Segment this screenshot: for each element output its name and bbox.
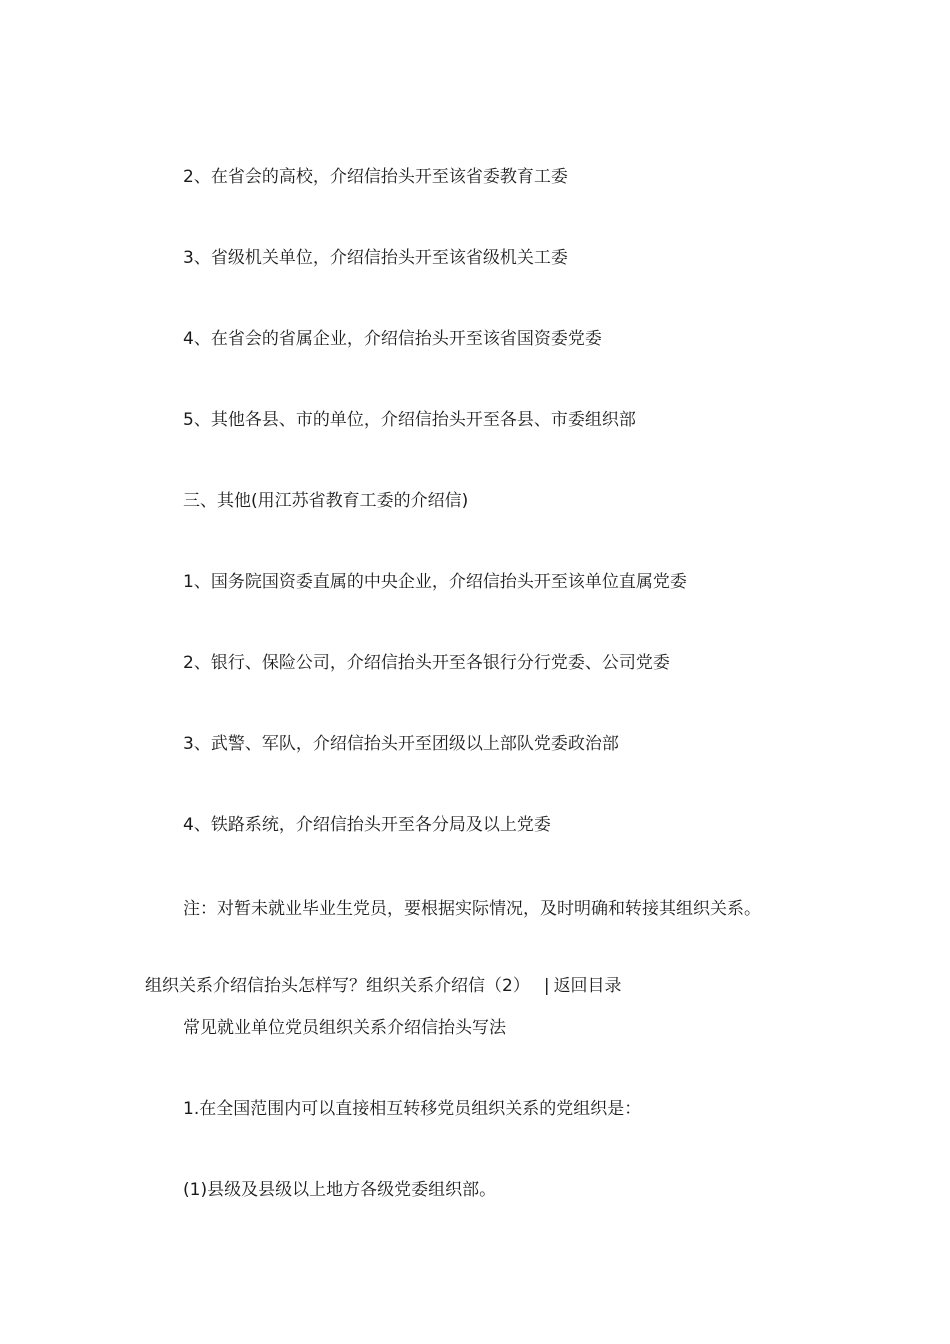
paragraph: 1.在全国范围内可以直接相互转移党员组织关系的党组织是： — [183, 1099, 642, 1119]
paragraph: 3、省级机关单位，介绍信抬头开至该省级机关工委 — [183, 248, 568, 268]
paragraph: 常见就业单位党员组织关系介绍信抬头写法 — [183, 1018, 506, 1038]
paragraph: 3、武警、军队，介绍信抬头开至团级以上部队党委政治部 — [183, 734, 619, 754]
paragraph: 5、其他各县、市的单位，介绍信抬头开至各县、市委组织部 — [183, 410, 636, 430]
paragraph: (1)县级及县级以上地方各级党委组织部。 — [183, 1180, 497, 1200]
heading-separator: | — [543, 976, 550, 996]
section-heading — [145, 974, 825, 998]
paragraph: 4、在省会的省属企业，介绍信抬头开至该省国资委党委 — [183, 329, 602, 349]
paragraph: 4、铁路系统，介绍信抬头开至各分局及以上党委 — [183, 815, 551, 835]
section-subheading: 三、其他(用江苏省教育工委的介绍信) — [183, 491, 469, 511]
back-to-toc-link[interactable]: 返回目录 — [553, 976, 622, 996]
section-heading-title: 组织关系介绍信抬头怎样写？组织关系介绍信（2） — [145, 976, 530, 996]
paragraph: 1、国务院国资委直属的中央企业，介绍信抬头开至该单位直属党委 — [183, 572, 687, 592]
note-paragraph: 注：对暂未就业毕业生党员，要根据实际情况，及时明确和转接其组织关系。 — [183, 899, 761, 919]
paragraph: 2、在省会的高校，介绍信抬头开至该省委教育工委 — [183, 167, 568, 187]
paragraph: 2、银行、保险公司，介绍信抬头开至各银行分行党委、公司党委 — [183, 653, 670, 673]
